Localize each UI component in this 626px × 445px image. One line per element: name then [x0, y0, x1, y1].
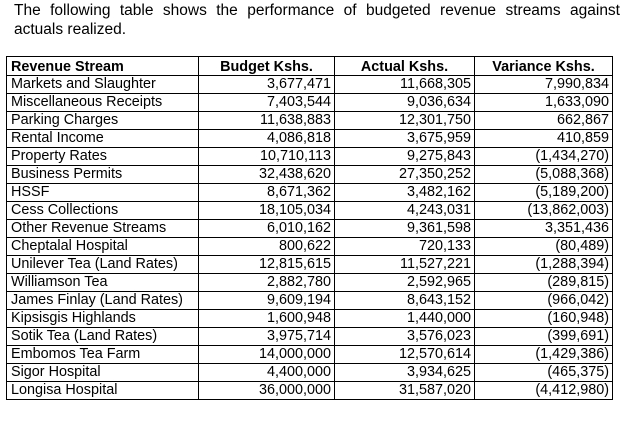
table-row — [7, 202, 613, 220]
cell-stream: Kipsisgis Highlands — [7, 310, 199, 328]
cell-stream: Cess Collections — [7, 202, 199, 220]
table-body — [7, 76, 613, 400]
table-row — [7, 112, 613, 130]
cell-actual: 4,243,031 — [335, 202, 475, 220]
cell-actual: 3,482,162 — [335, 184, 475, 202]
cell-stream: Markets and Slaughter — [7, 76, 199, 94]
table-row — [7, 292, 613, 310]
revenue-table — [6, 56, 613, 400]
table-row — [7, 166, 613, 184]
cell-budget: 10,710,113 — [199, 148, 335, 166]
cell-variance: 1,633,090 — [475, 94, 613, 112]
cell-stream: James Finlay (Land Rates) — [7, 292, 199, 310]
header-budget: Budget Kshs. — [199, 57, 335, 76]
cell-budget: 800,622 — [199, 238, 335, 256]
cell-budget: 1,600,948 — [199, 310, 335, 328]
header-variance: Variance Kshs. — [475, 57, 613, 76]
intro-paragraph: The following table shows the performance of budgeted revenue streams against actuals realized. — [14, 2, 620, 38]
cell-variance: (399,691) — [475, 328, 613, 346]
cell-stream: Miscellaneous Receipts — [7, 94, 199, 112]
cell-stream: HSSF — [7, 184, 199, 202]
table-header-row — [7, 57, 613, 76]
cell-budget: 36,000,000 — [199, 382, 335, 400]
table-row — [7, 328, 613, 346]
cell-actual: 3,934,625 — [335, 364, 475, 382]
cell-actual: 1,440,000 — [335, 310, 475, 328]
cell-stream: Embomos Tea Farm — [7, 346, 199, 364]
cell-stream: Business Permits — [7, 166, 199, 184]
cell-budget: 3,677,471 — [199, 76, 335, 94]
table-row — [7, 346, 613, 364]
cell-budget: 4,086,818 — [199, 130, 335, 148]
cell-actual: 720,133 — [335, 238, 475, 256]
table-row — [7, 310, 613, 328]
cell-stream: Cheptalal Hospital — [7, 238, 199, 256]
cell-budget: 11,638,883 — [199, 112, 335, 130]
table-row — [7, 274, 613, 292]
cell-actual: 9,275,843 — [335, 148, 475, 166]
cell-stream: Rental Income — [7, 130, 199, 148]
cell-variance: (160,948) — [475, 310, 613, 328]
cell-stream: Unilever Tea (Land Rates) — [7, 256, 199, 274]
cell-stream: Sotik Tea (Land Rates) — [7, 328, 199, 346]
cell-actual: 9,036,634 — [335, 94, 475, 112]
cell-variance: (80,489) — [475, 238, 613, 256]
cell-variance: (1,429,386) — [475, 346, 613, 364]
cell-variance: (289,815) — [475, 274, 613, 292]
cell-variance: (5,088,368) — [475, 166, 613, 184]
cell-variance: (13,862,003) — [475, 202, 613, 220]
cell-budget: 3,975,714 — [199, 328, 335, 346]
cell-actual: 27,350,252 — [335, 166, 475, 184]
cell-budget: 4,400,000 — [199, 364, 335, 382]
cell-variance: (5,189,200) — [475, 184, 613, 202]
cell-stream: Sigor Hospital — [7, 364, 199, 382]
cell-actual: 9,361,598 — [335, 220, 475, 238]
table-row — [7, 256, 613, 274]
header-revenue-stream: Revenue Stream — [7, 57, 199, 76]
table-row — [7, 364, 613, 382]
cell-variance: 7,990,834 — [475, 76, 613, 94]
table-row — [7, 238, 613, 256]
cell-stream: Parking Charges — [7, 112, 199, 130]
cell-actual: 11,527,221 — [335, 256, 475, 274]
table-row — [7, 382, 613, 400]
table-row — [7, 220, 613, 238]
cell-variance: 3,351,436 — [475, 220, 613, 238]
cell-actual: 2,592,965 — [335, 274, 475, 292]
cell-actual: 3,675,959 — [335, 130, 475, 148]
table-row — [7, 148, 613, 166]
cell-actual: 11,668,305 — [335, 76, 475, 94]
cell-variance: (1,434,270) — [475, 148, 613, 166]
cell-budget: 2,882,780 — [199, 274, 335, 292]
cell-stream: Longisa Hospital — [7, 382, 199, 400]
cell-variance: (465,375) — [475, 364, 613, 382]
cell-actual: 31,587,020 — [335, 382, 475, 400]
cell-variance: (1,288,394) — [475, 256, 613, 274]
table-row — [7, 184, 613, 202]
cell-stream: Property Rates — [7, 148, 199, 166]
cell-budget: 6,010,162 — [199, 220, 335, 238]
cell-budget: 9,609,194 — [199, 292, 335, 310]
cell-budget: 32,438,620 — [199, 166, 335, 184]
cell-variance: (4,412,980) — [475, 382, 613, 400]
cell-budget: 8,671,362 — [199, 184, 335, 202]
cell-budget: 12,815,615 — [199, 256, 335, 274]
table-row — [7, 76, 613, 94]
cell-variance: 410,859 — [475, 130, 613, 148]
header-actual: Actual Kshs. — [335, 57, 475, 76]
cell-variance: 662,867 — [475, 112, 613, 130]
cell-budget: 18,105,034 — [199, 202, 335, 220]
cell-budget: 14,000,000 — [199, 346, 335, 364]
cell-actual: 12,301,750 — [335, 112, 475, 130]
cell-stream: Other Revenue Streams — [7, 220, 199, 238]
cell-stream: Williamson Tea — [7, 274, 199, 292]
cell-variance: (966,042) — [475, 292, 613, 310]
cell-budget: 7,403,544 — [199, 94, 335, 112]
cell-actual: 12,570,614 — [335, 346, 475, 364]
table-row — [7, 94, 613, 112]
cell-actual: 3,576,023 — [335, 328, 475, 346]
cell-actual: 8,643,152 — [335, 292, 475, 310]
table-row — [7, 130, 613, 148]
